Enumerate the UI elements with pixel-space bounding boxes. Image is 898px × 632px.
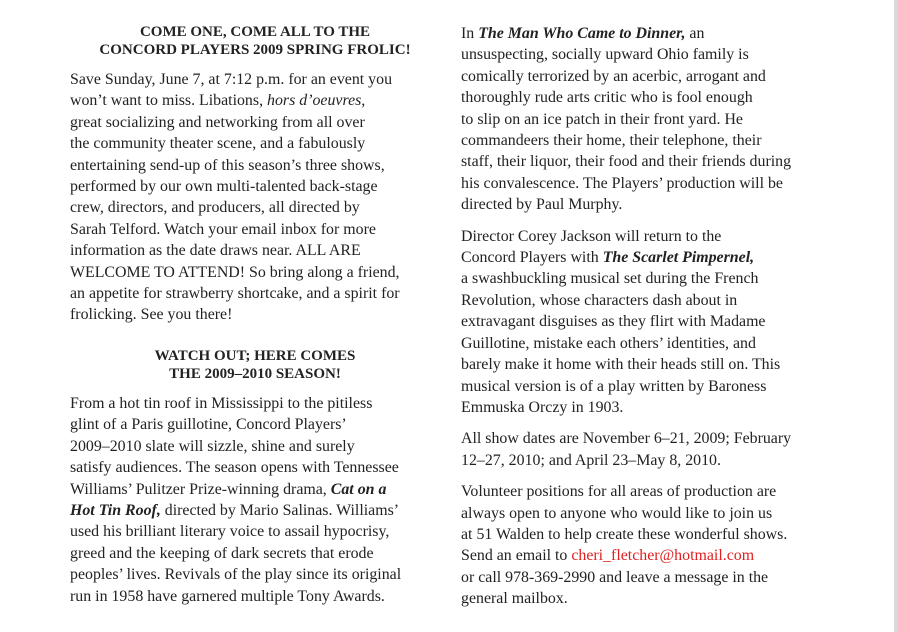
season-heading-line-1: WATCH OUT; HERE COMES: [154, 347, 356, 364]
text-line: thoroughly rude arts critic who is fool enough: [461, 89, 753, 107]
season-paragraph: [70, 393, 440, 607]
text-line: commandeers their home, their telephone, their: [461, 132, 762, 150]
text-line: to slip on an ice patch in their front yard. He: [461, 110, 743, 128]
frolic-heading-line-2: CONCORD PLAYERS 2009 SPRING FROLIC!: [99, 42, 411, 58]
show-title-cat-on-a-hot-tin-roof: Cat on a: [330, 480, 387, 498]
text-line: 12–27, 2010; and April 23–May 8, 2010.: [461, 451, 721, 469]
season-heading: [70, 347, 440, 383]
text-line: [70, 90, 440, 111]
text-line: greed and the keeping of dark secrets that erode: [70, 544, 374, 562]
text-line: a swashbuckling musical set during the French: [461, 270, 759, 288]
email-link[interactable]: cheri_fletcher@hotmail.com: [571, 547, 755, 565]
dates-paragraph: [461, 428, 833, 471]
show-title-scarlet-pimpernel: The Scarlet Pimpernel,: [602, 249, 755, 267]
text-line: run in 1958 have garnered multiple Tony Awards.: [70, 587, 385, 605]
text-line: Sarah Telford. Watch your email inbox for more: [70, 220, 376, 238]
text-line: [461, 247, 833, 268]
frolic-heading-line-1: COME ONE, COME ALL TO THE: [139, 24, 371, 40]
text-line: or call 978-369-2990 and leave a message in the: [461, 568, 769, 586]
text-line: [70, 500, 440, 521]
text-line: Director Corey Jackson will return to the: [461, 227, 722, 245]
text-line: at 51 Walden to help create these wonderful shows.: [461, 525, 788, 543]
right-column: [461, 23, 833, 610]
frolic-paragraph: [70, 69, 440, 326]
text-line: performed by our own multi-talented back-stage: [70, 178, 378, 196]
text-run: Concord Players with: [461, 249, 603, 267]
text-line: Save Sunday, June 7, at 7:12 p.m. for an event you: [70, 71, 393, 88]
text-line: an appetite for strawberry shortcake, and a spirit for: [70, 285, 400, 303]
text-line: Guillotine, mistake each others’ identities, and: [461, 334, 756, 352]
text-line: From a hot tin roof in Mississippi to the pitiless: [70, 394, 373, 412]
text-line: staff, their liquor, their food and their friends during: [461, 153, 792, 171]
text-line: general mailbox.: [461, 590, 568, 608]
text-line: his convalescence. The Players’ production will be: [461, 174, 783, 192]
season-heading-line-2: THE 2009–2010 SEASON!: [169, 365, 341, 382]
text-line: frolicking. See you there!: [70, 306, 233, 324]
text-run: In: [461, 25, 479, 42]
frolic-heading: [70, 23, 440, 59]
text-line: directed by Paul Murphy.: [461, 196, 623, 214]
show-title-cat-on-a-hot-tin-roof-cont: Hot Tin Roof,: [70, 501, 161, 519]
text-line: used his brilliant literary voice to assail hypocrisy,: [70, 523, 390, 541]
text-line: peoples’ lives. Revivals of the play since its original: [70, 566, 402, 584]
text-line: great socializing and networking from all over: [70, 113, 365, 131]
text-run: Send an email to: [461, 547, 572, 565]
text-line: barely make it home with their heads still on. This: [461, 356, 781, 374]
text-line: information as the date draws near. ALL ARE: [70, 242, 361, 260]
text-line: crew, directors, and producers, all directed by: [70, 199, 360, 217]
text-line: comically terrorized by an acerbic, arrogant and: [461, 67, 766, 85]
hors-doeuvres-emphasis: hors d’oeuvres,: [267, 92, 366, 110]
text-line: [461, 23, 833, 44]
text-line: unsuspecting, socially upward Ohio family is: [461, 46, 749, 64]
text-line: Emmuska Orczy in 1903.: [461, 398, 624, 416]
left-column: [70, 23, 440, 607]
text-line: Volunteer positions for all areas of production are: [461, 483, 777, 501]
text-line: Revolution, whose characters dash about in: [461, 291, 738, 309]
text-line: entertaining send-up of this season’s three shows,: [70, 156, 385, 174]
text-line: always open to anyone who would like to join us: [461, 504, 773, 522]
text-run: an: [685, 25, 705, 42]
text-line: musical version is of a play written by Baroness: [461, 377, 767, 395]
text-line: glint of a Paris guillotine, Concord Players’: [70, 416, 347, 434]
text-line: [461, 545, 833, 566]
pimpernel-paragraph: [461, 226, 833, 419]
text-line: 2009–2010 slate will sizzle, shine and surely: [70, 437, 355, 455]
text-run: won’t want to miss. Libations,: [70, 92, 268, 110]
text-line: WELCOME TO ATTEND! So bring along a friend,: [70, 263, 400, 281]
page-edge: [894, 0, 898, 632]
text-line: the community theater scene, and a fabulously: [70, 135, 366, 153]
text-run: directed by Mario Salinas. Williams’: [160, 501, 400, 519]
text-line: extravagant disguises as they flirt with Madame: [461, 313, 766, 331]
text-line: satisfy audiences. The season opens with Tennessee: [70, 459, 399, 477]
text-run: Williams’ Pulitzer Prize-winning drama,: [70, 480, 331, 498]
show-title-man-who-came-to-dinner: The Man Who Came to Dinner,: [478, 25, 686, 42]
volunteer-paragraph: [461, 481, 833, 609]
dinner-paragraph: [461, 23, 833, 216]
text-line: [70, 479, 440, 500]
text-line: All show dates are November 6–21, 2009; February: [461, 430, 792, 448]
